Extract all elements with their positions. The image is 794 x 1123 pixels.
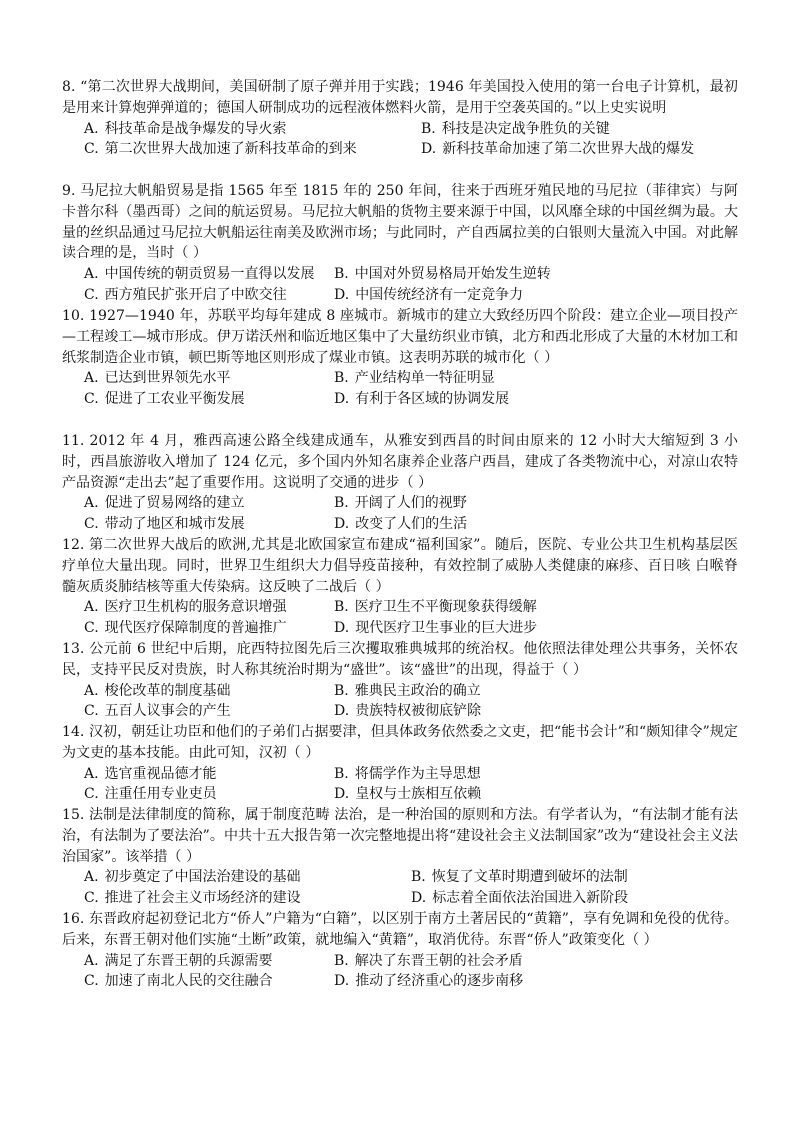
option-d: D. 中国传统经济有一定竞争力 bbox=[334, 286, 524, 303]
option-b: B. 恢复了文革时期遭到破坏的法制 bbox=[411, 869, 628, 886]
option-d: D. 贵族特权被彻底铲除 bbox=[334, 703, 482, 720]
option-c: C. 现代医疗保障制度的普遍推广 bbox=[84, 620, 287, 637]
question-14 bbox=[62, 722, 738, 805]
option-c: C. 第二次世界大战加速了新科技革命的到来 bbox=[84, 141, 357, 158]
option-row bbox=[62, 139, 738, 160]
question-11 bbox=[62, 431, 738, 535]
option-b: B. 雅典民主政治的确立 bbox=[334, 682, 481, 699]
option-b: B. 产业结构单一特征明显 bbox=[334, 370, 495, 387]
question-12 bbox=[62, 535, 738, 639]
option-d: D. 现代医疗卫生事业的巨大进步 bbox=[334, 620, 538, 637]
option-a: A. 选官重视品德才能 bbox=[84, 765, 217, 782]
option-b: B. 中国对外贸易格局开始发生逆转 bbox=[334, 266, 551, 283]
option-b: B. 医疗卫生不平衡现象获得缓解 bbox=[334, 599, 537, 616]
option-a: A. 科技革命是战争爆发的导火索 bbox=[84, 120, 287, 137]
option-a: A. 初步奠定了中国法治建设的基础 bbox=[84, 869, 301, 886]
option-row bbox=[62, 618, 738, 639]
option-row bbox=[62, 764, 738, 785]
option-row bbox=[62, 285, 738, 306]
question-stem: 12. 第二次世界大战后的欧洲,尤其是北欧国家宣布建成“福利国家”。随后，医院、专业公共卫生机构基层医疗单位大量出现。同时，世界卫生组织大力倡导疫苗接种，有效控制了威胁人类健康的麻疹、百日咳 白喉脊髓灰质炎肺结核等重大传染病。这反映了二战后（ ） bbox=[62, 537, 738, 595]
option-b: B. 开阔了人们的视野 bbox=[334, 495, 467, 512]
option-d: D. 标志着全面依法治国进入新阶段 bbox=[411, 890, 629, 907]
question-stem: 13. 公元前 6 世纪中后期，庇西特拉图先后三次攫取雅典城邦的统治权。他依照法律处理公共事务，关怀农民，支持平民反对贵族，时人称其统治时期为“盛世”。该“盛世”的出现，得益于（ ） bbox=[62, 641, 738, 678]
option-a: A. 满足了东晋王朝的兵源需要 bbox=[84, 952, 273, 969]
option-d: D. 新科技革命加速了第二次世界大战的爆发 bbox=[421, 141, 695, 158]
option-d: D. 推动了经济重心的逐步南移 bbox=[334, 973, 524, 990]
question-stem: 10. 1927—1940 年，苏联平均每年建成 8 座城市。新城市的建立大致经历四个阶段：建立企业—项目投产—工程竣工—城市形成。伊万诺沃州和临近地区集中了大量纺织业市镇，北方和西北形成了大量的木材加工和纸浆制造企业市镇，顿巴斯等地区则形成了煤业市镇。这表明苏联的城市化（ ） bbox=[62, 308, 738, 366]
option-a: A. 梭伦改革的制度基础 bbox=[84, 682, 231, 699]
option-b: B. 解决了东晋王朝的社会矛盾 bbox=[334, 952, 523, 969]
option-c: C. 带动了地区和城市发展 bbox=[84, 516, 245, 533]
question-stem: 16. 东晋政府起初登记北方“侨人”户籍为“白籍”，以区别于南方土著居民的“黄籍”，享有免调和免役的优待。后来，东晋王朝对他们实施“土断”政策，就地编入“黄籍”，取消优待。东晋“侨人”政策变化（ ） bbox=[62, 911, 738, 948]
option-row bbox=[62, 119, 738, 140]
question-10 bbox=[62, 306, 738, 410]
option-row bbox=[62, 493, 738, 514]
option-c: C. 五百人议事会的产生 bbox=[84, 703, 231, 720]
option-row bbox=[62, 681, 738, 702]
question-8 bbox=[62, 77, 738, 160]
option-row bbox=[62, 597, 738, 618]
question-stem: 15. 法制是法律制度的简称，属于制度范畴 法治，是一种治国的原则和方法。有学者认为，“有法制才能有法治，有法制为了要法治”。中共十五大报告第一次完整地提出将“建设社会主义法制国家”改为“建设社会主义法治国家”。该举措（ ） bbox=[62, 807, 738, 865]
option-row bbox=[62, 951, 738, 972]
option-c: C. 注重任用专业吏员 bbox=[84, 786, 217, 803]
option-row bbox=[62, 701, 738, 722]
question-stem: 8. “第二次世界大战期间，美国研制了原子弹并用于实践；1946 年美国投入使用的第一台电子计算机，最初是用来计算炮弹弹道的；德国人研制成功的远程液体燃料火箭，是用于空袭英国的。”以上史实说明 bbox=[62, 79, 738, 116]
question-stem: 11. 2012 年 4 月，雅西高速公路全线建成通车，从雅安到西昌的时间由原来的 12 小时大大缩短到 3 小时，西昌旅游收入增加了 124 亿元，多个国内外知名康养企业落户西昌，建成了各类物流中心，对凉山农特产品资源“走出去”起了重要作用。这说明了交通的进步（ ） bbox=[62, 433, 738, 491]
question-13 bbox=[62, 639, 738, 722]
option-row bbox=[62, 784, 738, 805]
question-15 bbox=[62, 805, 738, 909]
option-c: C. 加速了南北人民的交往融合 bbox=[84, 973, 273, 990]
option-a: A. 中国传统的朝贡贸易一直得以发展 bbox=[84, 266, 315, 283]
option-row bbox=[62, 389, 738, 410]
option-d: D. 有利于各区域的协调发展 bbox=[334, 391, 510, 408]
option-c: C. 促进了工农业平衡发展 bbox=[84, 391, 245, 408]
option-c: C. 西方殖民扩张开启了中欧交往 bbox=[84, 286, 287, 303]
option-b: B. 将儒学作为主导思想 bbox=[334, 765, 481, 782]
option-d: D. 改变了人们的生活 bbox=[334, 516, 468, 533]
option-row bbox=[62, 971, 738, 992]
option-a: A. 促进了贸易网络的建立 bbox=[84, 495, 245, 512]
option-a: A. 医疗卫生机构的服务意识增强 bbox=[84, 599, 287, 616]
question-9 bbox=[62, 181, 738, 306]
option-a: A. 已达到世界领先水平 bbox=[84, 370, 231, 387]
question-stem: 14. 汉初，朝廷让功臣和他们的子弟们占据要津，但具体政务依然委之文吏，把“能书会计”和“颇知律令”规定为文吏的基本技能。由此可知，汉初（ ） bbox=[62, 724, 738, 761]
option-d: D. 皇权与士族相互依赖 bbox=[334, 786, 482, 803]
question-16 bbox=[62, 909, 738, 992]
option-row bbox=[62, 368, 738, 389]
option-row bbox=[62, 867, 738, 888]
option-row bbox=[62, 888, 738, 909]
question-stem: 9. 马尼拉大帆船贸易是指 1565 年至 1815 年的 250 年间，往来于西班牙殖民地的马尼拉（菲律宾）与阿卡普尔科（墨西哥）之间的航运贸易。马尼拉大帆船的货物主要来源于中国，以风靡全球的中国丝绸为最。大量的丝织品通过马尼拉大帆船运往南美及欧洲市场；与此同时，产自西属拉美的白银则大量流入中国。对此解读合理的是，当时（ ） bbox=[62, 183, 738, 262]
option-row bbox=[62, 264, 738, 285]
option-c: C. 推进了社会主义市场经济的建设 bbox=[84, 890, 301, 907]
option-b: B. 科技是决定战争胜负的关键 bbox=[421, 120, 610, 137]
option-row bbox=[62, 514, 738, 535]
